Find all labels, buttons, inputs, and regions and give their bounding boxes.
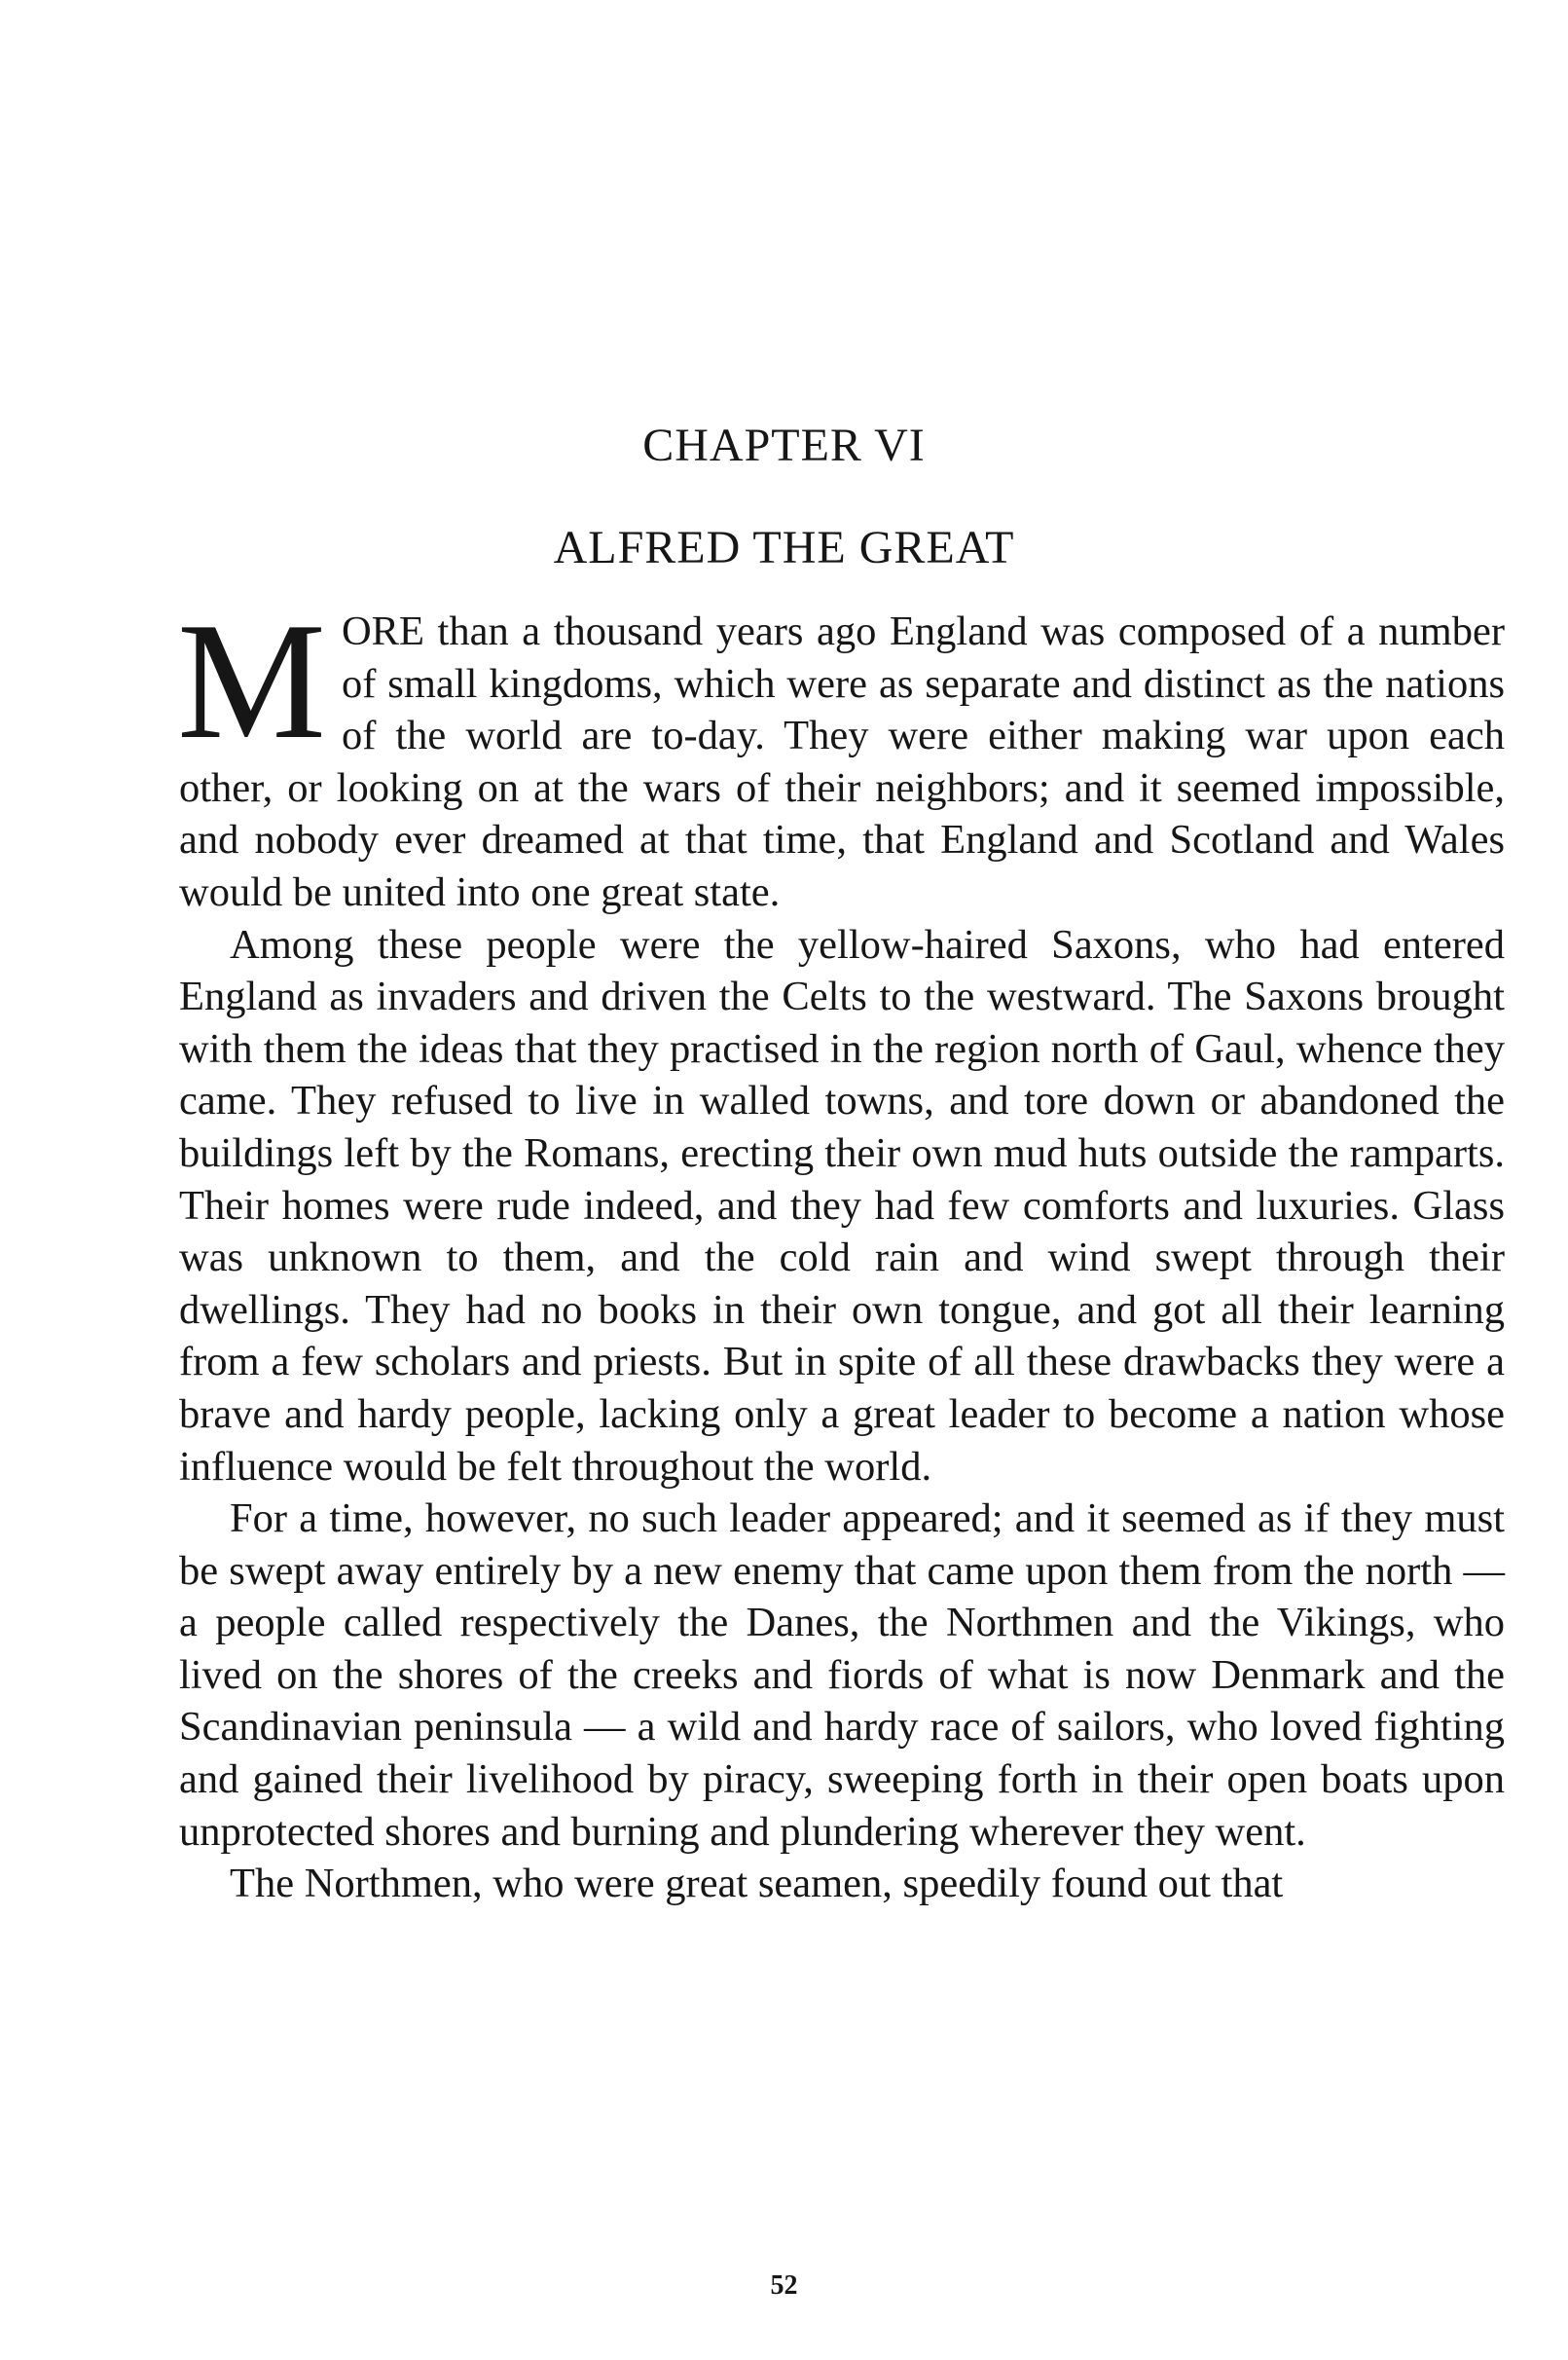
paragraph: For a time, however, no such leader appeared; and it seemed as if they must be swept away entirely by a new enemy that came upon them from the north — a people called respectively the Danes, the Northmen and the Vikings, who lived on the shores of the creeks and fiords of what is now Denmark and the Scandinavian peninsula — a wild and hardy race of sailors, who loved fighting and gained their livelihood by piracy, sweeping forth in their open boats upon unprotected shores and burning and plundering wherever they went. [179,1495,1505,1855]
paragraph: Among these people were the yellow-haired Saxons, who had entered England as invaders and driven the Celts to the westward. The Saxons brought with them the ideas that they practised in the region north of Gaul, whence they came. They refused to live in walled towns, and tore down or abandoned the buildings left by the Romans, erecting their own mud huts outside the ramparts. Their homes were rude indeed, and they had few comforts and luxuries. Glass was unknown to them, and the cold rain and wind swept through their dwellings. They had no books in their own tongue, and got all their learning from a few scholars and priests. But in spite of all these drawbacks they were a brave and hardy people, lacking only a great leader to become a nation whose influence would be felt throughout the world. [179,921,1505,1490]
drop-cap: M [177,589,326,774]
paragraph: The Northmen, who were great seamen, speedily found out that [230,1861,1284,1907]
page-number: 52 [770,2270,798,2301]
chapter-label: CHAPTER VI [642,420,926,471]
paragraph-text: ORE than a thousand years ago England was composed of a number of small kingdoms, which were as separate and distinct as the nations of the world are to-day. They were either making war upon each other, or looking on at the wars of their neighbors; and it seemed impossible, and nobody ever dreamed at that time, that England and Scotland and Wales would be united into one great state. [179,608,1505,915]
body-text [177,589,1505,1910]
chapter-title: ALFRED THE GREAT [553,522,1015,573]
paragraph [177,589,1505,919]
